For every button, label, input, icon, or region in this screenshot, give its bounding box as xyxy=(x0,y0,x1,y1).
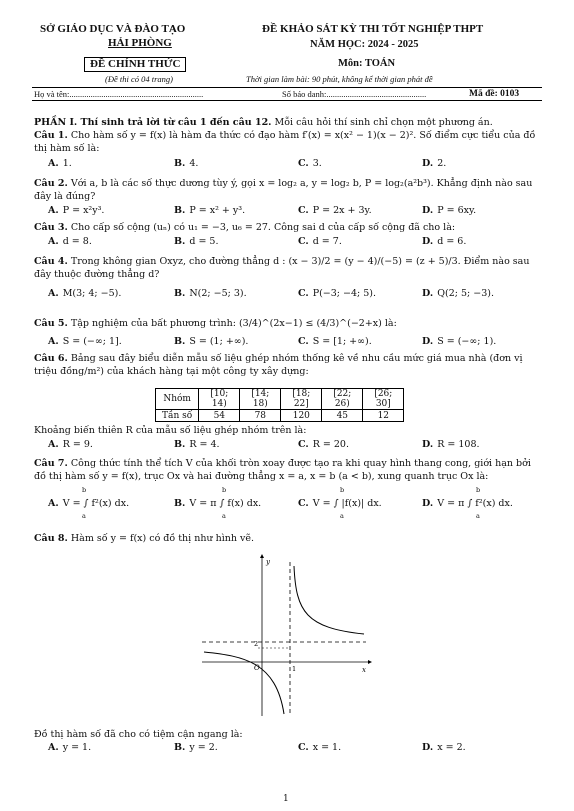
option-a[interactable]: A. y = 1. xyxy=(48,742,92,753)
question-8-after: Đồ thị hàm số đã cho có tiệm cận ngang là: xyxy=(34,729,243,740)
table-cell: [10; 14) xyxy=(199,389,240,410)
question-label: Câu 7. xyxy=(34,458,68,469)
option-a[interactable]: A. 1. xyxy=(48,158,72,169)
curve-left-branch xyxy=(204,652,284,714)
table-cell: [14; 18) xyxy=(240,389,281,410)
question-label: Câu 1. xyxy=(34,130,68,141)
table-head: Tần số xyxy=(156,410,199,422)
option-a[interactable]: A. d = 8. xyxy=(48,236,92,247)
question-1 xyxy=(34,130,540,155)
name-field: Họ và tên:............................................................... xyxy=(34,89,204,99)
x-axis-arrow xyxy=(368,660,372,664)
question-6 xyxy=(34,353,540,378)
option-c[interactable]: C. S = [1; +∞). xyxy=(298,336,372,347)
header-rule-top xyxy=(32,87,542,88)
option-a[interactable]: A. R = 9. xyxy=(48,439,93,450)
option-c[interactable]: C. P = 2x + 3y. xyxy=(298,205,372,216)
option-b[interactable]: B. d = 5. xyxy=(174,236,219,247)
option-b[interactable]: B. N(2; −5; 3). xyxy=(174,288,247,299)
options-6 xyxy=(48,439,538,451)
options-3 xyxy=(48,236,538,248)
question-text: Công thức tính thể tích V của khối tròn xoay được tạo ra khi quay hình thang cong, giới hạn bởi đồ thị hàm số y = f(x), trục Ox và hai đường thẳng x = a, x = b (a < b), xung quanh trục Ox là: xyxy=(34,458,531,482)
header-rule-bottom xyxy=(32,100,542,101)
subject: Môn: TOÁN xyxy=(338,58,396,69)
option-d[interactable]: D. V = π ∫ f²(x) dx. xyxy=(422,498,513,509)
mark-y-label: 2 xyxy=(254,640,259,648)
part1-instruction: Mỗi câu hỏi thí sinh chỉ chọn một phương án. xyxy=(271,117,493,128)
table-cell: 12 xyxy=(363,410,404,422)
exam-code: Mã đề: 0103 xyxy=(469,89,520,99)
option-a[interactable]: A. P = x²y³. xyxy=(48,205,105,216)
options-1 xyxy=(48,158,538,170)
axis-y-label: y xyxy=(266,558,270,566)
table-row xyxy=(156,389,404,410)
curve-right-branch xyxy=(294,566,364,634)
dept-line2: HẢI PHÒNG xyxy=(108,37,172,49)
question-text: Với a, b là các số thực dương tùy ý, gọi x = log₂ a, y = log₂ b, P = log₂(a²b³). Khẳng định nào sau đây là đúng? xyxy=(34,178,533,202)
question-8 xyxy=(34,533,540,546)
part1-heading xyxy=(34,117,540,130)
question-label: Câu 4. xyxy=(34,256,68,267)
options-5 xyxy=(48,336,538,348)
option-d[interactable]: D. x = 2. xyxy=(422,742,466,753)
options-4 xyxy=(48,288,538,300)
table-head: Nhóm xyxy=(156,389,199,410)
options-2 xyxy=(48,205,538,217)
option-d[interactable]: D. 2. xyxy=(422,158,447,169)
part1-title: PHẦN I. Thí sinh trả lời từ câu 1 đến câu 12. xyxy=(34,117,272,128)
option-d[interactable]: D. P = 6xy. xyxy=(422,205,477,216)
frequency-table xyxy=(155,388,404,422)
question-text: Cho hàm số y = f(x) là hàm đa thức có đạo hàm f′(x) = x(x² − 1)(x − 2)². Số điểm cực tiểu của đồ thị hàm số là: xyxy=(34,130,536,154)
official-stamp: ĐỀ CHÍNH THỨC xyxy=(84,57,186,72)
page-number: 1 xyxy=(283,794,289,804)
dept-line1: SỞ GIÁO DỤC VÀ ĐÀO TẠO xyxy=(40,23,186,35)
axis-x-label: x xyxy=(362,666,366,674)
question-5 xyxy=(34,318,540,331)
table-cell: [22; 26) xyxy=(322,389,363,410)
table-row xyxy=(156,410,404,422)
option-c[interactable]: C. R = 20. xyxy=(298,439,349,450)
table-cell: 78 xyxy=(240,410,281,422)
id-field: Số báo danh:............................................... xyxy=(282,89,427,99)
option-d[interactable]: D. Q(2; 5; −3). xyxy=(422,288,494,299)
option-d[interactable]: D. d = 6. xyxy=(422,236,467,247)
option-c[interactable]: C. d = 7. xyxy=(298,236,342,247)
school-year: NĂM HỌC: 2024 - 2025 xyxy=(310,39,419,50)
question-label: Câu 2. xyxy=(34,178,68,189)
mark-x-label: 1 xyxy=(292,665,297,673)
question-6-after: Khoảng biến thiên R của mẫu số liệu ghép nhóm trên là: xyxy=(34,425,307,436)
option-d[interactable]: D. R = 108. xyxy=(422,439,480,450)
pages-note: (Đề thi có 04 trang) xyxy=(105,74,173,84)
option-b[interactable]: B. 4. xyxy=(174,158,199,169)
option-b[interactable]: B. P = x² + y³. xyxy=(174,205,246,216)
table-cell: 54 xyxy=(199,410,240,422)
question-text: Tập nghiệm của bất phương trình: (3/4)^(2x−1) ≤ (4/3)^(−2+x) là: xyxy=(70,318,397,329)
question-label: Câu 8. xyxy=(34,533,68,544)
option-c[interactable]: C. P(−3; −4; 5). xyxy=(298,288,377,299)
time-note: Thời gian làm bài: 90 phút, không kể thời gian phát đề xyxy=(246,74,433,84)
option-a[interactable]: A. V = ∫ f²(x) dx. xyxy=(48,498,130,509)
options-7 xyxy=(48,498,538,510)
option-b[interactable]: B. R = 4. xyxy=(174,439,220,450)
y-axis-arrow xyxy=(260,554,264,558)
option-d[interactable]: D. S = (−∞; 1). xyxy=(422,336,497,347)
option-c[interactable]: C. 3. xyxy=(298,158,322,169)
option-b[interactable]: B. y = 2. xyxy=(174,742,218,753)
options-8 xyxy=(48,742,538,754)
table-cell: [26; 30] xyxy=(363,389,404,410)
table-cell: [18; 22] xyxy=(281,389,322,410)
option-b[interactable]: B. S = (1; +∞). xyxy=(174,336,249,347)
question-label: Câu 5. xyxy=(34,318,68,329)
option-c[interactable]: C. V = ∫ |f(x)| dx. xyxy=(298,498,382,509)
option-b[interactable]: B. V = π ∫ f(x) dx. xyxy=(174,498,262,509)
question-text: Trong không gian Oxyz, cho đường thẳng d : (x − 3)/2 = (y − 4)/(−5) = (z + 5)/3. Điểm nào sau đây thuộc đường thẳng d? xyxy=(34,256,530,280)
option-a[interactable]: A. M(3; 4; −5). xyxy=(48,288,122,299)
question-label: Câu 6. xyxy=(34,353,68,364)
question-4 xyxy=(34,256,540,281)
question-7 xyxy=(34,458,540,483)
question-text: Cho cấp số cộng (uₙ) có u₁ = −3, u₆ = 27. Công sai d của cấp số cộng đã cho là: xyxy=(70,222,456,233)
table-cell: 120 xyxy=(281,410,322,422)
question-3 xyxy=(34,222,540,235)
question-text: Bảng sau đây biểu diễn mẫu số liệu ghép nhóm thống kê về nhu cầu mức giá mua nhà (đơn vị triệu đồng/m²) của khách hàng tại một công ty xây dựng: xyxy=(34,353,523,377)
table-cell: 45 xyxy=(322,410,363,422)
function-graph xyxy=(196,552,376,720)
option-c[interactable]: C. x = 1. xyxy=(298,742,342,753)
option-a[interactable]: A. S = (−∞; 1]. xyxy=(48,336,122,347)
exam-title: ĐỀ KHẢO SÁT KỲ THI TỐT NGHIỆP THPT xyxy=(262,23,484,35)
question-2 xyxy=(34,178,540,203)
question-text: Hàm số y = f(x) có đồ thị như hình vẽ. xyxy=(70,533,255,544)
question-label: Câu 3. xyxy=(34,222,68,233)
origin-label: O xyxy=(254,664,260,672)
